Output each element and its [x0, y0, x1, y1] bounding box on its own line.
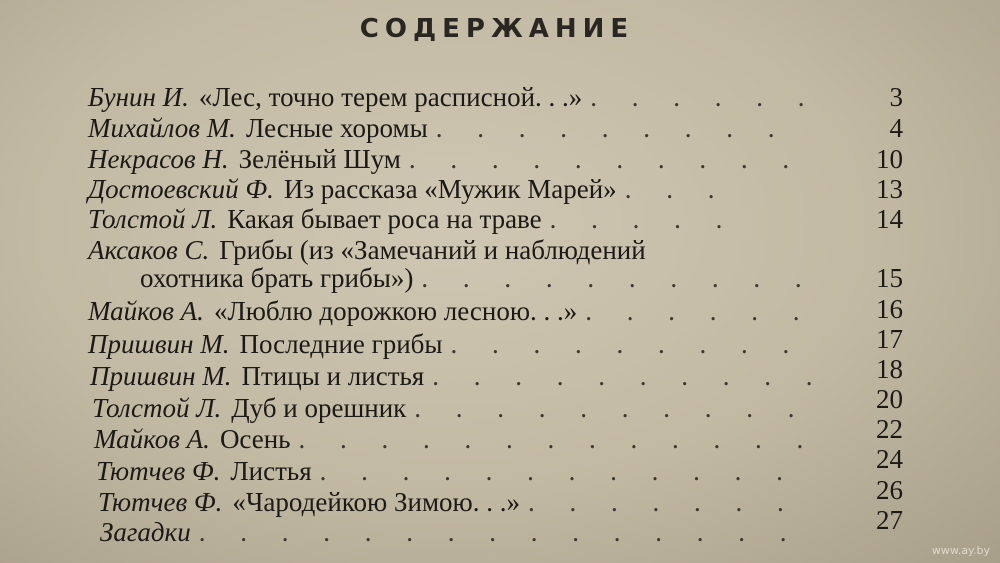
entry-author: Михайлов М.	[88, 113, 236, 143]
dot-leader: . . . . . .	[590, 82, 819, 112]
page-number: 15	[876, 263, 903, 293]
dot-leader: . . . . . . . . . .	[414, 393, 809, 423]
toc-entry	[88, 84, 819, 111]
page-number: 14	[876, 204, 903, 234]
entry-title: Грибы (из «Замечаний и наблюдений	[219, 235, 646, 265]
page-number: 16	[876, 294, 903, 324]
dot-leader: . . . . . . .	[527, 487, 798, 517]
page-number: 20	[876, 384, 903, 414]
page-number: 26	[876, 475, 903, 505]
dot-leader: . . . . . . . . .	[435, 113, 789, 143]
toc-entry	[88, 331, 803, 358]
page-number: 13	[876, 174, 903, 204]
entry-title: Зелёный Шум	[238, 144, 401, 174]
page-number: 27	[876, 505, 903, 535]
dot-leader: . . . . . . . . . .	[421, 263, 816, 293]
entry-author: Майков А.	[94, 424, 210, 454]
entry-author: Некрасов Н.	[88, 144, 229, 174]
entry-title: Дуб и орешник	[231, 393, 407, 423]
entry-title: Осень	[219, 424, 291, 454]
entry-author: Бунин И.	[88, 82, 189, 112]
toc-entry	[96, 458, 797, 485]
entry-title: Птицы и листья	[241, 361, 425, 391]
dot-leader: . . . . . . . . . .	[408, 144, 804, 174]
toc-entry	[88, 298, 814, 325]
entry-author: Тютчев Ф.	[96, 456, 221, 486]
page-number: 24	[876, 444, 903, 474]
dot-leader: . . . . . . . . . . . . .	[298, 424, 818, 454]
toc-entry	[140, 265, 816, 292]
entry-author: Загадки	[100, 517, 191, 547]
page-number: 4	[889, 113, 903, 143]
entry-author: Тютчев Ф.	[98, 487, 223, 517]
entry-author: Толстой Л.	[88, 204, 218, 234]
toc-entry	[94, 426, 817, 453]
toc-entry	[88, 206, 736, 233]
dot-leader: . . . . . . . . . . . .	[319, 456, 797, 486]
entry-title: Из рассказа «Мужик Марей»	[283, 174, 617, 204]
entry-author: Пришвин М.	[88, 329, 230, 359]
dot-leader: . . . . . . . . . . . . . . .	[198, 517, 801, 547]
toc-entry	[88, 237, 646, 264]
toc-entry	[98, 489, 798, 516]
page-number: 22	[876, 414, 903, 444]
entry-title: «Люблю дорожкою лесною. . .»	[213, 296, 578, 326]
dot-leader: . . .	[624, 174, 729, 204]
watermark: www.ay.by	[931, 544, 990, 557]
entry-title: «Лес, точно терем расписной. . .»	[198, 82, 583, 112]
entry-author: Пришвин М.	[90, 361, 232, 391]
dot-leader: . . . . .	[549, 204, 737, 234]
entry-author: Достоевский Ф.	[88, 174, 274, 204]
toc-entry	[90, 363, 826, 390]
entry-title: Последние грибы	[239, 329, 443, 359]
entry-title: Какая бывает роса на траве	[227, 204, 542, 234]
page-number: 10	[876, 144, 903, 174]
entry-author: Аксаков С.	[88, 235, 210, 265]
entry-title: охотника брать грибы»)	[140, 263, 414, 293]
dot-leader: . . . . . . . . .	[450, 329, 804, 359]
toc-entry	[100, 519, 800, 546]
entry-title: «Чародейкою Зимою. . .»	[232, 487, 520, 517]
entry-author: Толстой Л.	[92, 393, 222, 423]
page-number: 17	[876, 324, 903, 354]
entry-title: Лесные хоромы	[245, 113, 428, 143]
page-number: 18	[876, 354, 903, 384]
toc-entry	[88, 176, 728, 203]
toc-entry	[92, 395, 809, 422]
entry-title: Листья	[230, 456, 312, 486]
page-number: 3	[889, 82, 903, 112]
toc-entry	[88, 146, 803, 173]
toc-entry	[88, 115, 788, 142]
page-title: СОДЕРЖАНИЕ	[359, 14, 635, 44]
entry-author: Майков А.	[88, 296, 204, 326]
dot-leader: . . . . . . . . . .	[432, 361, 827, 391]
dot-leader: . . . . . .	[585, 296, 814, 326]
